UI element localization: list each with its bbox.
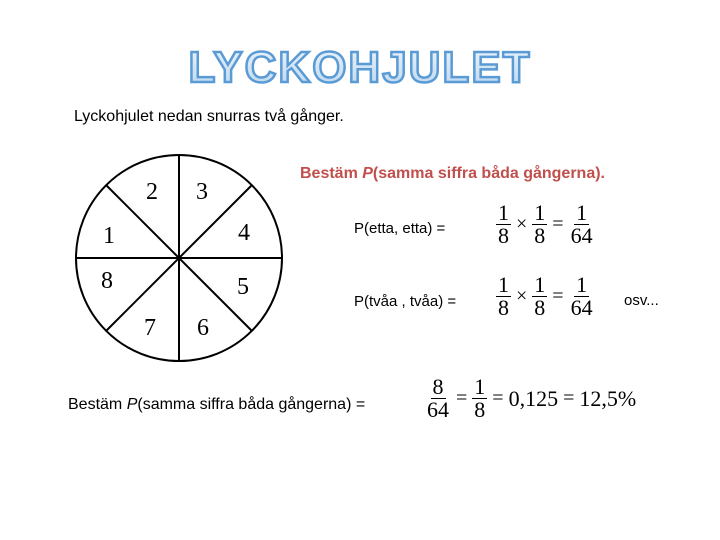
percent-result: 12,5% (579, 385, 637, 411)
fraction (569, 274, 595, 319)
numerator: 1 (576, 272, 588, 297)
fraction (496, 202, 511, 247)
page-title (0, 38, 720, 88)
denominator: 8 (474, 397, 486, 422)
numerator: 1 (534, 272, 546, 297)
numerator: 1 (534, 200, 546, 225)
osv-text: osv... (624, 292, 659, 309)
equals-sign: = (456, 387, 468, 409)
wheel-number-6: 6 (197, 315, 209, 341)
wheel-number-5: 5 (237, 274, 249, 300)
wheel-number-3: 3 (196, 179, 208, 205)
denominator: 8 (534, 223, 546, 248)
numerator: 1 (474, 374, 486, 399)
wheel-number-8: 8 (101, 268, 113, 294)
numerator: 8 (432, 374, 444, 399)
task-heading (300, 165, 605, 183)
denominator: 64 (570, 223, 593, 248)
fraction (569, 202, 595, 247)
wheel-number-1: 1 (103, 223, 115, 249)
decimal-result: 0,125 (508, 385, 559, 411)
equation-etta (496, 202, 595, 247)
final-p: P (126, 396, 138, 413)
fraction (425, 376, 451, 421)
denominator: 64 (427, 397, 449, 422)
equals-sign: = (492, 387, 504, 409)
numerator: 1 (498, 272, 509, 297)
numerator: 1 (498, 200, 509, 225)
times-sign: × (516, 285, 528, 307)
fraction (532, 274, 547, 319)
numerator: 1 (576, 200, 588, 225)
denominator: 64 (570, 295, 593, 320)
final-equation (425, 376, 636, 421)
fraction (532, 202, 547, 247)
task-prefix: Bestäm (300, 165, 363, 182)
task-rest: (samma siffra båda gångerna). (372, 165, 605, 182)
final-question (68, 396, 365, 414)
denominator: 8 (498, 223, 509, 248)
wheel-number-4: 4 (238, 220, 250, 246)
fraction (496, 274, 511, 319)
lucky-wheel (74, 152, 284, 364)
wheel-number-7: 7 (144, 315, 156, 341)
equals-sign: = (552, 213, 564, 235)
equals-sign: = (552, 285, 564, 307)
equals-sign: = (563, 387, 575, 409)
task-p: P (362, 165, 373, 182)
denominator: 8 (534, 295, 546, 320)
title-text: LYCKOHJULET (188, 43, 532, 88)
final-prefix: Bestäm (68, 396, 127, 413)
row-label-etta: P(etta, etta) = (354, 220, 446, 237)
times-sign: × (516, 213, 528, 235)
final-rest: (samma siffra båda gångerna) = (137, 396, 366, 413)
equation-tvaa (496, 274, 595, 319)
wheel-number-2: 2 (146, 179, 158, 205)
row-label-tvaa: P(tvåa , tvåa) = (354, 293, 457, 310)
intro-text: Lyckohjulet nedan snurras två gånger. (74, 108, 344, 125)
denominator: 8 (498, 295, 509, 320)
fraction (472, 376, 487, 421)
